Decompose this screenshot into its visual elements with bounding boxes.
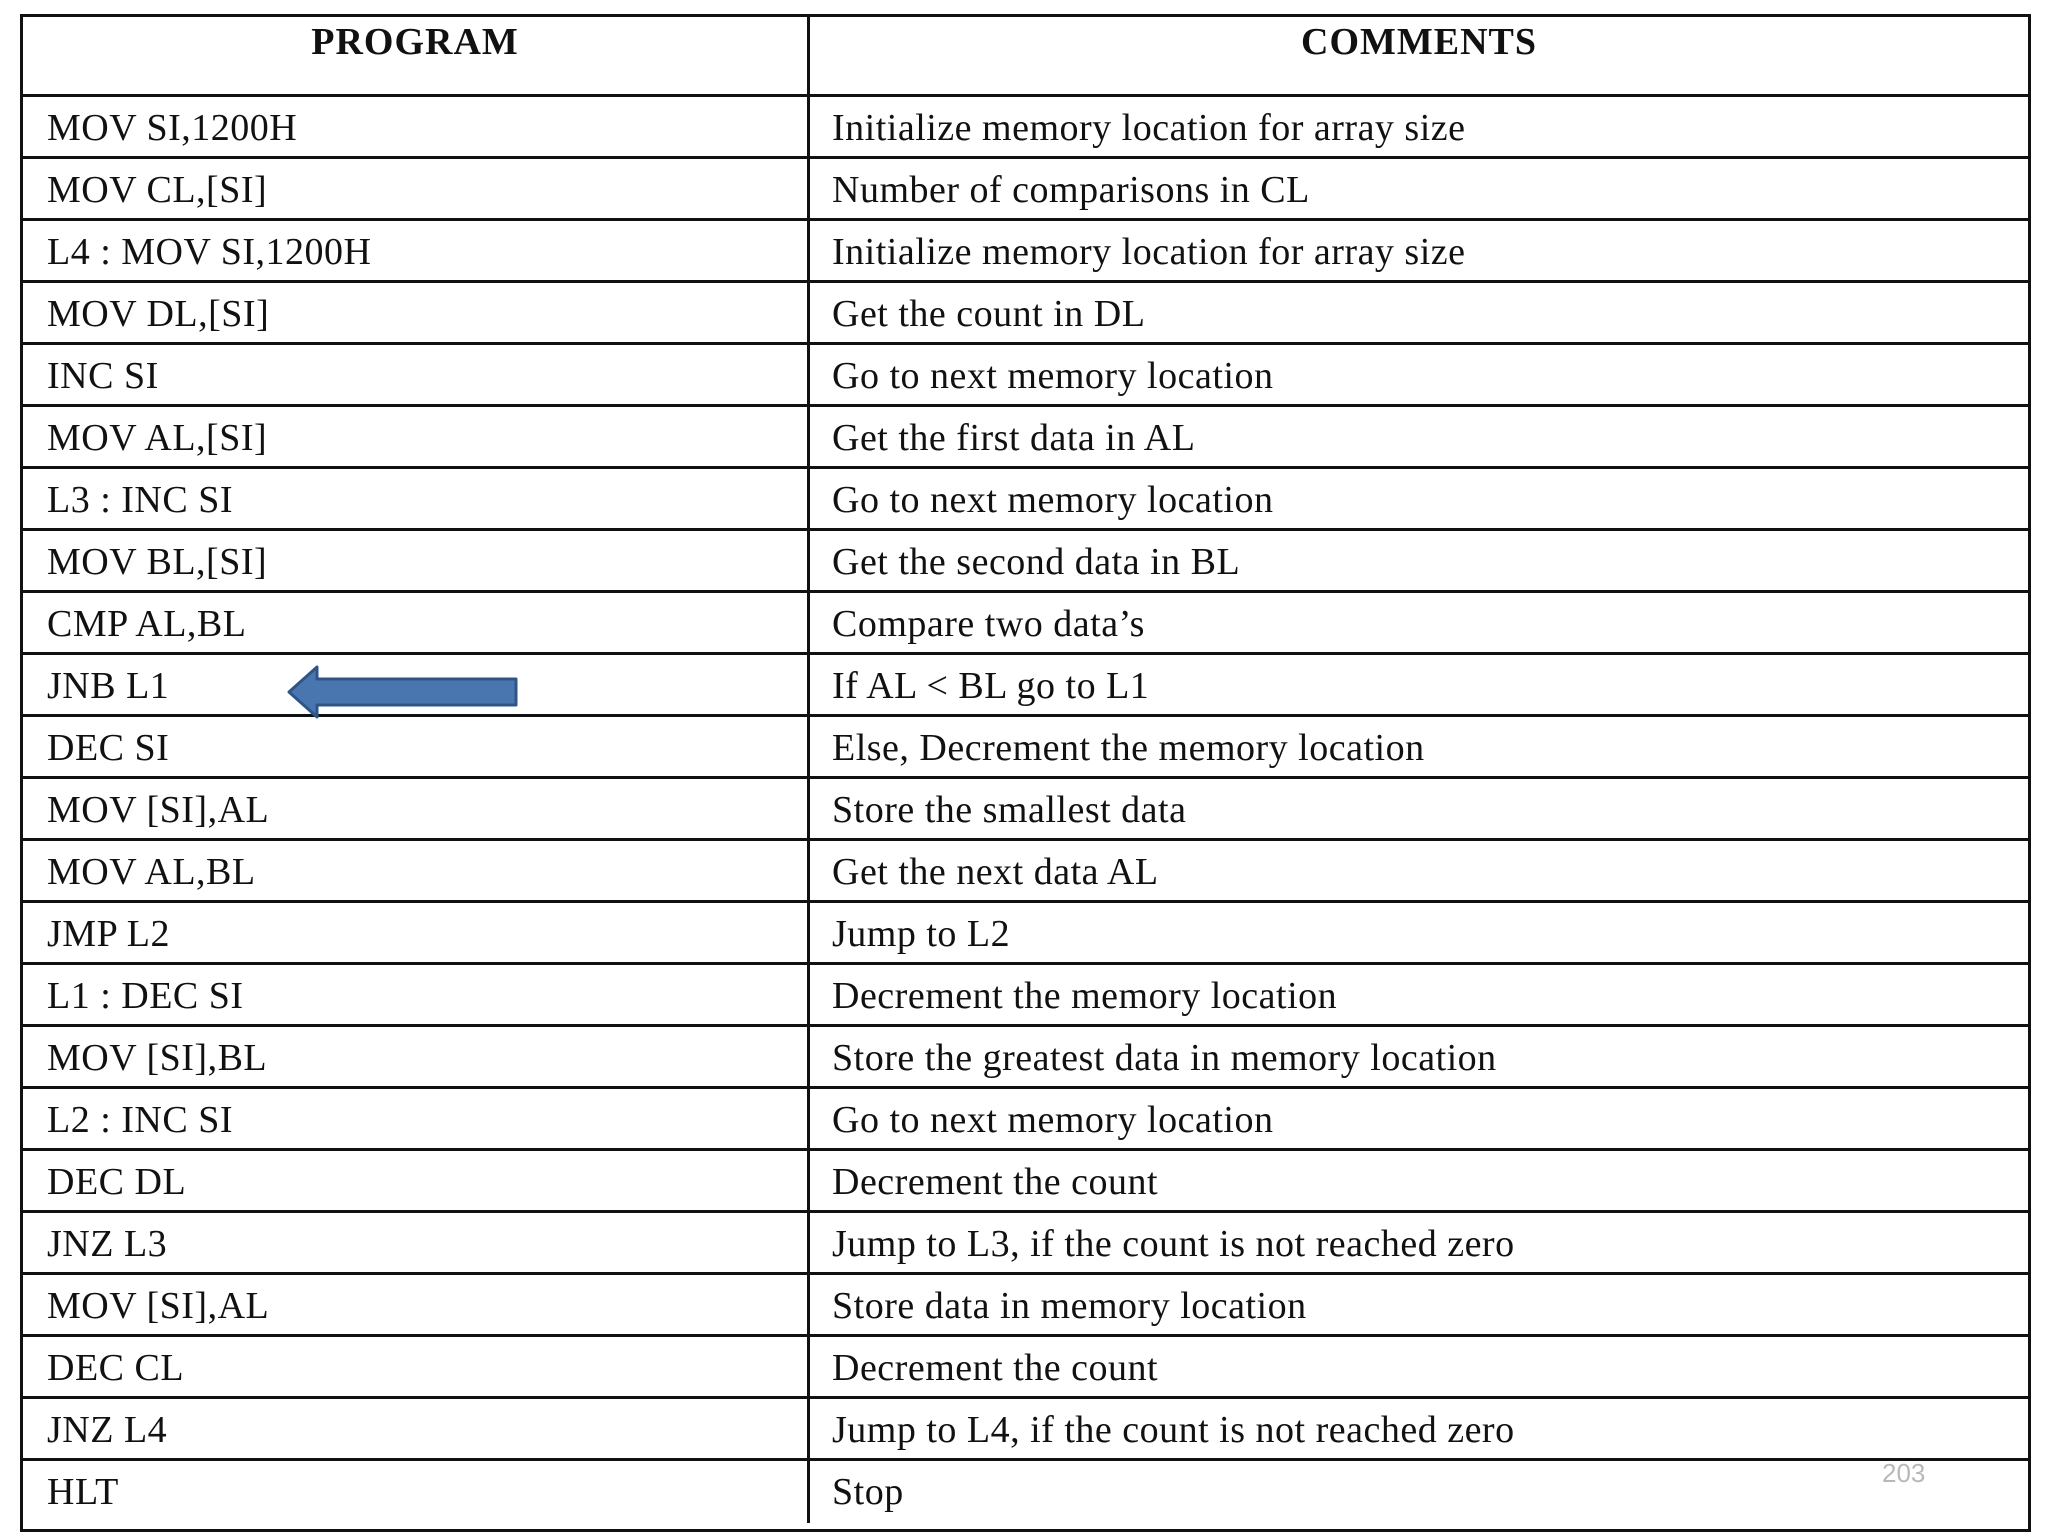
- program-cell: DEC CL: [23, 1337, 810, 1396]
- comment-cell: Store data in memory location: [832, 1285, 1307, 1327]
- program-cell: MOV SI,1200H: [23, 97, 810, 156]
- program-cell: MOV [SI],BL: [23, 1027, 810, 1086]
- program-cell: MOV AL,[SI]: [23, 407, 810, 466]
- comment-cell: Number of comparisons in CL: [832, 169, 1310, 211]
- table-row: [23, 97, 2028, 159]
- program-cell: MOV [SI],AL: [23, 779, 810, 838]
- table-row: [23, 779, 2028, 841]
- program-cell: CMP AL,BL: [23, 593, 810, 652]
- comment-cell: Go to next memory location: [832, 1099, 1274, 1141]
- program-cell: HLT: [23, 1461, 810, 1523]
- program-cell: MOV DL,[SI]: [23, 283, 810, 342]
- program-cell: DEC DL: [23, 1151, 810, 1210]
- program-cell: L4 : MOV SI,1200H: [23, 221, 810, 280]
- program-cell: L1 : DEC SI: [23, 965, 810, 1024]
- program-cell: L2 : INC SI: [23, 1089, 810, 1148]
- table-row: [23, 1337, 2028, 1399]
- program-cell: DEC SI: [23, 717, 810, 776]
- table-row: [23, 221, 2028, 283]
- header-program: PROGRAM: [23, 17, 810, 94]
- table-row: [23, 1089, 2028, 1151]
- comment-cell: Compare two data’s: [832, 603, 1145, 645]
- table-row: [23, 159, 2028, 221]
- table-row: [23, 841, 2028, 903]
- left-arrow-icon: [286, 664, 520, 720]
- table-row: [23, 965, 2028, 1027]
- program-cell: JNB L1: [23, 655, 810, 714]
- program-cell: JNZ L3: [23, 1213, 810, 1272]
- table-row: [23, 283, 2028, 345]
- comment-cell: Store the smallest data: [832, 789, 1187, 831]
- table-row: [23, 1213, 2028, 1275]
- program-cell: MOV CL,[SI]: [23, 159, 810, 218]
- program-cell: INC SI: [23, 345, 810, 404]
- table-header-row: [23, 17, 2028, 97]
- table-row: [23, 1399, 2028, 1461]
- table-row: [23, 1275, 2028, 1337]
- comment-cell: Get the first data in AL: [832, 417, 1196, 459]
- table-row: [23, 593, 2028, 655]
- program-cell: MOV [SI],AL: [23, 1275, 810, 1334]
- comment-cell: If AL < BL go to L1: [832, 665, 1150, 707]
- program-cell: MOV AL,BL: [23, 841, 810, 900]
- program-cell: JNZ L4: [23, 1399, 810, 1458]
- comment-cell: Jump to L3, if the count is not reached zero: [832, 1223, 1515, 1265]
- comment-cell: Decrement the memory location: [832, 975, 1338, 1017]
- program-cell: MOV BL,[SI]: [23, 531, 810, 590]
- comment-cell: Get the next data AL: [832, 851, 1159, 893]
- comment-cell: Stop: [832, 1471, 904, 1513]
- table-row: [23, 1151, 2028, 1213]
- comment-cell: Jump to L2: [832, 913, 1011, 955]
- header-comments: COMMENTS: [1301, 21, 1537, 63]
- table-row: [23, 1461, 2028, 1523]
- program-table: [20, 14, 2031, 1532]
- table-row: [23, 469, 2028, 531]
- comment-cell: Store the greatest data in memory location: [832, 1037, 1497, 1079]
- program-cell: L3 : INC SI: [23, 469, 810, 528]
- comment-cell: Else, Decrement the memory location: [832, 727, 1425, 769]
- table-row: [23, 903, 2028, 965]
- table-row: [23, 407, 2028, 469]
- comment-cell: Initialize memory location for array size: [832, 107, 1466, 149]
- comment-cell: Get the count in DL: [832, 293, 1146, 335]
- comment-cell: Decrement the count: [832, 1161, 1159, 1203]
- left-arrow-shape: [289, 667, 516, 717]
- comment-cell: Decrement the count: [832, 1347, 1159, 1389]
- page-number: 203: [1882, 1458, 1926, 1488]
- comment-cell: Go to next memory location: [832, 479, 1274, 521]
- comment-cell: Initialize memory location for array size: [832, 231, 1466, 273]
- table-row: [23, 531, 2028, 593]
- table-row: [23, 1027, 2028, 1089]
- comment-cell: Go to next memory location: [832, 355, 1274, 397]
- table-row: [23, 717, 2028, 779]
- program-cell: JMP L2: [23, 903, 810, 962]
- comment-cell: Jump to L4, if the count is not reached zero: [832, 1409, 1515, 1451]
- table-row: [23, 345, 2028, 407]
- comment-cell: Get the second data in BL: [832, 541, 1241, 583]
